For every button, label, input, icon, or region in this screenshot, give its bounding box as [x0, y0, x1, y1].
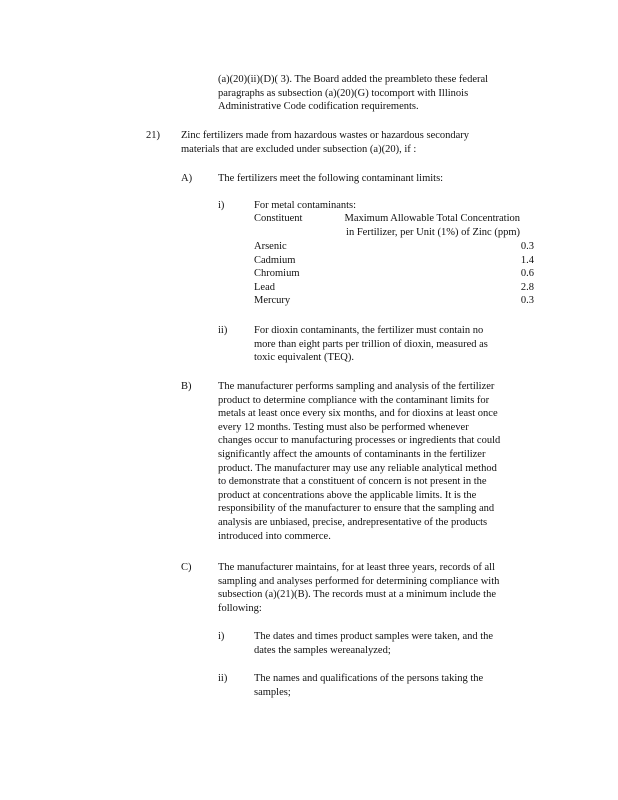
dioxin-line-1: For dioxin contaminants, the fertilizer must contain no [254, 325, 484, 336]
section-a-text: The fertilizers meet the following contaminant limits: [218, 173, 444, 184]
concentration-header-line-1: Maximum Allowable Total Concentration [344, 213, 520, 224]
section-b-line: analysis are unbiased, precise, andrepresentative of the products [218, 516, 488, 528]
section-a-ii-label: ii) [218, 325, 228, 336]
section-c-label: C) [181, 562, 192, 573]
table-row [254, 254, 534, 268]
section-b-line: changes occur to manufacturing processes or ingredients that could [218, 435, 501, 447]
intro-paragraph [218, 73, 522, 114]
concentration-header-line-2: in Fertilizer, per Unit (1%) of Zinc (ppm) [346, 226, 520, 238]
constituent-name: Mercury [254, 295, 291, 307]
intro-line-1: (a)(20)(ii)(D)( 3). The Board added the preambleto these federal [218, 74, 489, 85]
section-b-line: responsibility of the manufacturer to ensure that the sampling and [218, 503, 495, 515]
section-b-line: significantly affect the amounts of contaminants in the fertilizer [218, 448, 486, 460]
dioxin-line-3: toxic equivalent (TEQ). [254, 352, 355, 364]
section-b-line: product to determine compliance with the contaminant limits for [218, 394, 490, 406]
table-row [254, 294, 534, 308]
section-c-ii-paragraph [254, 672, 520, 699]
section-c-ii-line-1: The names and qualifications of the persons taking the [254, 673, 484, 684]
table-row [254, 240, 534, 254]
section-c-line: sampling and analyses performed for determining compliance with [218, 575, 500, 587]
metal-contaminants-intro: For metal contaminants: [254, 200, 357, 211]
section-b-line: every 12 months. Testing must also be performed whenever [218, 421, 469, 433]
section-b-line: to demonstrate that a constituent of concern is not present in the [218, 476, 487, 488]
contaminant-table-header [254, 212, 520, 239]
section-c-ii-line-2: samples; [254, 686, 291, 698]
section-c-i-line-2: dates the samples wereanalyzed; [254, 644, 391, 656]
table-row [254, 267, 534, 281]
section-c-i-line-1: The dates and times product samples were taken, and the [254, 631, 494, 642]
dioxin-line-2: more than eight parts per trillion of dioxin, measured as [254, 338, 488, 350]
contaminant-table [254, 240, 534, 308]
constituent-value: 2.8 [520, 281, 534, 293]
section-c-i-paragraph [254, 630, 528, 657]
section-a-i-label: i) [218, 200, 225, 211]
section-c-ii-label: ii) [218, 673, 228, 684]
table-row [254, 281, 534, 295]
section-c-line: The manufacturer maintains, for at least three years, records of all [218, 562, 495, 573]
section-b-line: The manufacturer performs sampling and analysis of the fertilizer [218, 381, 495, 392]
item-21-label: 21) [146, 130, 160, 141]
intro-line-3: Administrative Code codification requirements. [218, 101, 419, 113]
constituent-name: Cadmium [254, 254, 296, 266]
section-c-i-label: i) [218, 631, 225, 642]
constituent-name: Lead [254, 281, 275, 293]
intro-line-2: paragraphs as subsection (a)(20)(G) tocomport with Illinois [218, 87, 469, 99]
constituent-header: Constituent [254, 213, 303, 224]
section-c-paragraph [218, 561, 536, 615]
section-b-line: product at concentrations above the applicable limits. It is the [218, 489, 477, 501]
section-c-line: following: [218, 602, 262, 614]
section-b-paragraph [218, 380, 536, 543]
constituent-name: Arsenic [254, 241, 287, 252]
section-b-label: B) [181, 381, 192, 392]
item-21-line-1: Zinc fertilizers made from hazardous wastes or hazardous secondary [181, 130, 470, 141]
constituent-value: 0.3 [520, 241, 534, 252]
section-b-line: product. The manufacturer may use any reliable analytical method [218, 462, 497, 474]
constituent-name: Chromium [254, 268, 300, 280]
item-21-text [181, 129, 511, 156]
dioxin-paragraph [254, 324, 526, 365]
section-c-line: subsection (a)(21)(B). The records must at a minimum include the [218, 589, 496, 601]
section-b-line: metals at least once every six months, and for dioxins at least once [218, 408, 498, 420]
constituent-value: 1.4 [520, 254, 534, 266]
section-b-line: introduced into commerce. [218, 530, 331, 542]
section-a-label: A) [181, 173, 193, 184]
item-21-line-2: materials that are excluded under subsection (a)(20), if : [181, 143, 417, 155]
constituent-value: 0.3 [520, 295, 534, 307]
constituent-value: 0.6 [520, 268, 534, 280]
